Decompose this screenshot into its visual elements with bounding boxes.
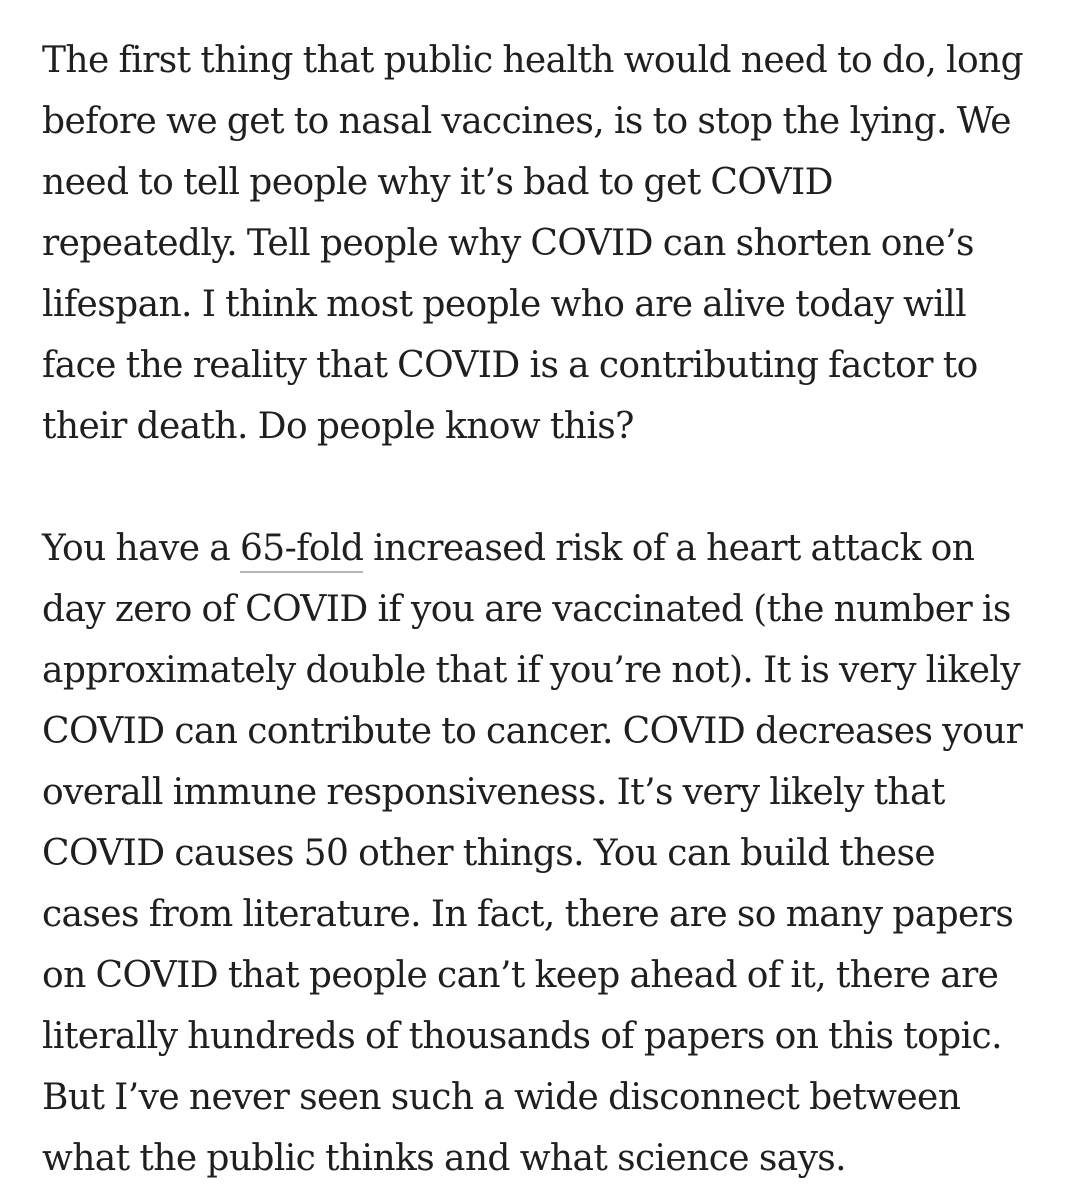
text-line: COVID can contribute to cancer. COVID decreases your <box>42 711 1023 752</box>
text-segment: increased risk of a heart attack on <box>363 528 975 569</box>
text-line: But I’ve never seen such a wide disconnect between <box>42 1077 961 1118</box>
text-line: what the public thinks and what science says. <box>42 1138 847 1179</box>
paragraph-1 <box>42 30 1062 457</box>
65-fold-link[interactable]: 65-fold <box>240 528 363 573</box>
text-line: face the reality that COVID is a contributing factor to <box>42 345 978 386</box>
text-line: repeatedly. Tell people why COVID can shorten one’s <box>42 223 974 264</box>
text-line: day zero of COVID if you are vaccinated (the number is <box>42 589 1011 630</box>
text-line: before we get to nasal vaccines, is to stop the lying. We <box>42 101 1011 142</box>
text-line: The first thing that public health would need to do, long <box>42 40 1024 81</box>
text-line: overall immune responsiveness. It’s very likely that <box>42 772 945 813</box>
text-line-with-link <box>42 518 1062 579</box>
text-line: lifespan. I think most people who are alive today will <box>42 284 967 325</box>
text-segment: You have a <box>42 528 240 569</box>
text-line: cases from literature. In fact, there are so many papers <box>42 894 1014 935</box>
text-line: their death. Do people know this? <box>42 406 634 447</box>
text-line: on COVID that people can’t keep ahead of it, there are <box>42 955 999 996</box>
text-line: COVID causes 50 other things. You can build these <box>42 833 936 874</box>
article-body <box>42 30 1062 1189</box>
text-line: literally hundreds of thousands of papers on this topic. <box>42 1016 1002 1057</box>
text-line: approximately double that if you’re not). It is very likely <box>42 650 1021 691</box>
text-line: need to tell people why it’s bad to get COVID <box>42 162 833 203</box>
paragraph-2 <box>42 518 1062 1189</box>
paragraph-spacer <box>42 457 1062 518</box>
